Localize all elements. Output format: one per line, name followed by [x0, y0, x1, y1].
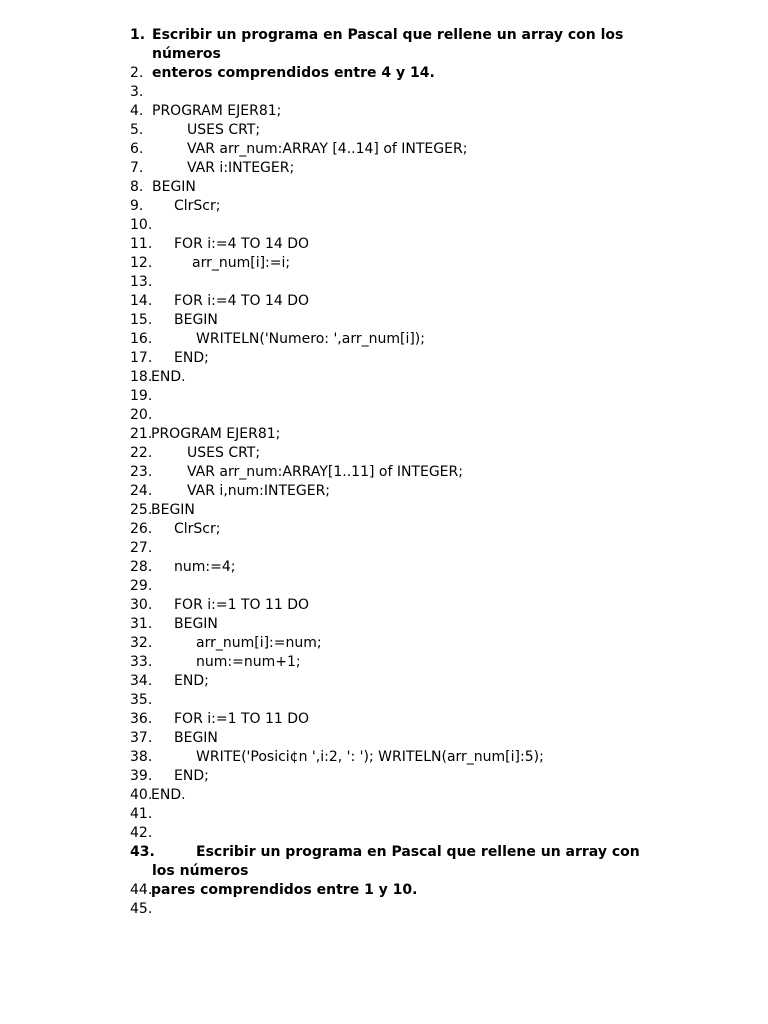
line-text: BEGIN	[174, 312, 218, 328]
code-line	[0, 843, 768, 881]
line-text: WRITE('Posici¢n ',i:2, ': '); WRITELN(arr_num[i]:5);	[196, 749, 544, 765]
code-line	[0, 539, 768, 558]
line-number: 23.	[130, 464, 153, 480]
line-text: ClrScr;	[174, 521, 221, 537]
line-number: 3.	[130, 84, 144, 100]
line-text: ClrScr;	[174, 198, 221, 214]
line-text: PROGRAM EJER81;	[152, 103, 282, 119]
code-line	[0, 501, 768, 520]
line-number: 12.	[130, 255, 153, 271]
line-number: 39.	[130, 768, 153, 784]
code-line	[0, 482, 768, 501]
line-number: 1.	[130, 27, 146, 43]
line-text: pares comprendidos entre 1 y 10.	[151, 882, 418, 898]
line-number: 14.	[130, 293, 153, 309]
line-number: 37.	[130, 730, 153, 746]
line-number: 31.	[130, 616, 153, 632]
line-number: 32.	[130, 635, 153, 651]
line-text: FOR i:=4 TO 14 DO	[174, 293, 310, 309]
line-number: 29.	[130, 578, 153, 594]
line-text: VAR arr_num:ARRAY[1..11] of INTEGER;	[187, 464, 463, 480]
line-text: BEGIN	[151, 502, 195, 518]
code-line	[0, 463, 768, 482]
line-number: 44.	[130, 882, 153, 898]
line-text: FOR i:=1 TO 11 DO	[174, 597, 310, 613]
line-text: BEGIN	[152, 179, 196, 195]
code-line	[0, 273, 768, 292]
line-text: FOR i:=4 TO 14 DO	[174, 236, 310, 252]
line-number: 22.	[130, 445, 153, 461]
line-text: BEGIN	[174, 730, 218, 746]
code-line	[0, 710, 768, 729]
line-number: 2.	[130, 65, 144, 81]
line-number: 33.	[130, 654, 153, 670]
code-line	[0, 178, 768, 197]
line-number: 27.	[130, 540, 153, 556]
code-line	[0, 729, 768, 748]
line-number: 5.	[130, 122, 144, 138]
line-number: 18.	[130, 369, 153, 385]
code-line	[0, 691, 768, 710]
line-text: END.	[151, 369, 186, 385]
line-number: 40.	[130, 787, 153, 803]
line-text: END.	[151, 787, 186, 803]
line-text: VAR i:INTEGER;	[187, 160, 295, 176]
line-number: 36.	[130, 711, 153, 727]
line-text: USES CRT;	[187, 122, 261, 138]
code-line	[0, 824, 768, 843]
line-text: Escribir un programa en Pascal que rellene un array con los números	[152, 844, 640, 879]
line-text: FOR i:=1 TO 11 DO	[174, 711, 310, 727]
code-line	[0, 596, 768, 615]
line-text: VAR i,num:INTEGER;	[187, 483, 331, 499]
line-number: 45.	[130, 901, 153, 917]
code-line	[0, 900, 768, 919]
code-line	[0, 786, 768, 805]
code-line	[0, 748, 768, 767]
line-text: enteros comprendidos entre 4 y 14.	[152, 65, 435, 81]
line-number: 38.	[130, 749, 153, 765]
line-text: num:=num+1;	[196, 654, 301, 670]
line-number: 35.	[130, 692, 153, 708]
line-number: 28.	[130, 559, 153, 575]
code-line	[0, 425, 768, 444]
code-line	[0, 140, 768, 159]
line-number: 19.	[130, 388, 153, 404]
code-line	[0, 26, 768, 64]
code-line	[0, 311, 768, 330]
code-line	[0, 653, 768, 672]
code-line	[0, 444, 768, 463]
line-number: 25.	[130, 502, 153, 518]
code-line	[0, 102, 768, 121]
line-number: 15.	[130, 312, 153, 328]
code-line	[0, 805, 768, 824]
line-text: END;	[174, 350, 209, 366]
line-number: 21.	[130, 426, 153, 442]
code-line	[0, 83, 768, 102]
line-number: 11.	[130, 236, 153, 252]
line-number: 6.	[130, 141, 144, 157]
line-text: arr_num[i]:=i;	[192, 255, 291, 271]
line-text: END;	[174, 673, 209, 689]
line-text: USES CRT;	[187, 445, 261, 461]
line-text: PROGRAM EJER81;	[151, 426, 281, 442]
line-text: BEGIN	[174, 616, 218, 632]
line-number: 30.	[130, 597, 153, 613]
line-text: END;	[174, 768, 209, 784]
line-text: WRITELN('Numero: ',arr_num[i]);	[196, 331, 425, 347]
code-line	[0, 767, 768, 786]
code-line	[0, 406, 768, 425]
line-text: VAR arr_num:ARRAY [4..14] of INTEGER;	[187, 141, 468, 157]
line-number: 42.	[130, 825, 153, 841]
code-line	[0, 672, 768, 691]
line-number: 34.	[130, 673, 153, 689]
code-line	[0, 216, 768, 235]
line-number: 17.	[130, 350, 153, 366]
code-line	[0, 159, 768, 178]
line-text: arr_num[i]:=num;	[196, 635, 322, 651]
line-text: Escribir un programa en Pascal que rellene un array con los números	[152, 27, 624, 62]
line-number: 41.	[130, 806, 153, 822]
code-line	[0, 387, 768, 406]
code-line	[0, 330, 768, 349]
code-line	[0, 64, 768, 83]
line-number: 8.	[130, 179, 144, 195]
code-line	[0, 368, 768, 387]
line-number: 10.	[130, 217, 153, 233]
line-number: 26.	[130, 521, 153, 537]
line-number: 7.	[130, 160, 144, 176]
document-page	[0, 26, 768, 919]
code-line	[0, 615, 768, 634]
code-line	[0, 520, 768, 539]
line-number: 20.	[130, 407, 153, 423]
code-line	[0, 634, 768, 653]
code-line	[0, 235, 768, 254]
line-number: 24.	[130, 483, 153, 499]
code-line	[0, 197, 768, 216]
line-number: 43.	[130, 844, 155, 860]
code-line	[0, 121, 768, 140]
line-number: 4.	[130, 103, 144, 119]
code-line	[0, 881, 768, 900]
code-line	[0, 254, 768, 273]
line-number: 9.	[130, 198, 144, 214]
code-line	[0, 292, 768, 311]
code-line	[0, 558, 768, 577]
line-text: num:=4;	[174, 559, 236, 575]
line-number: 16.	[130, 331, 153, 347]
code-line	[0, 577, 768, 596]
line-number: 13.	[130, 274, 153, 290]
code-line	[0, 349, 768, 368]
